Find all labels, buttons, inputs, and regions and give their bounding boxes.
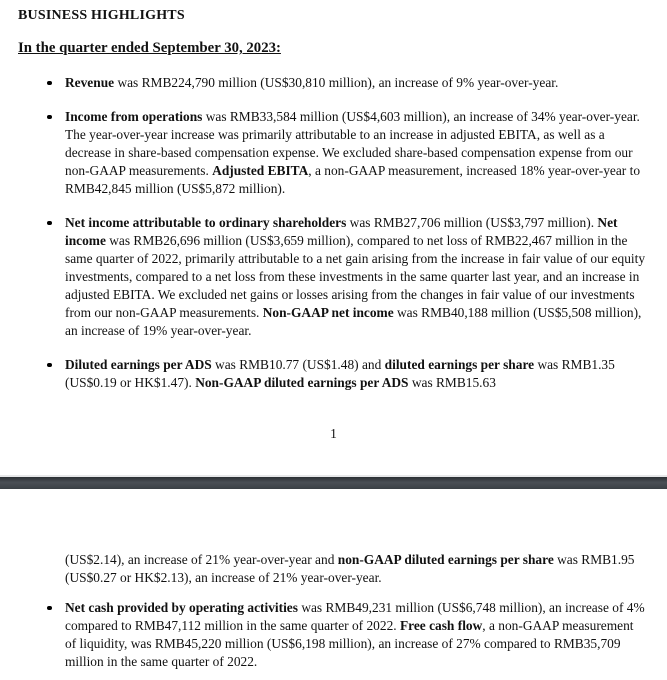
text-run: was RMB26,696 million (US$3,659 million), compared to net loss of RMB22,467 million in the same quarter of 2022, primarily attributable to a net gain arising from the increase in fair value of our equity investments, compared to a net loss from these investments in the same quarter last year, and an increase in adjusted EBITA. We excluded net gains or losses arising from the changes in fair value of our investments from our non-GAAP measurements. xyxy=(65,233,646,320)
highlights-list-page2 xyxy=(18,599,646,680)
bold-text-run: non-GAAP diluted earnings per share xyxy=(337,552,554,567)
bullet-icon xyxy=(47,81,52,86)
text-run: was RMB49,231 million (US$6,748 million), an increase of 4% compared to RMB47,112 million in the same quarter of 2022. xyxy=(65,600,645,633)
bullet-icon xyxy=(47,606,52,611)
section-heading: BUSINESS HIGHLIGHTS xyxy=(18,8,185,23)
bold-text-run: Free cash flow xyxy=(399,618,483,633)
bold-text-run: Non-GAAP net income xyxy=(262,305,394,320)
text-run: was RMB10.77 (US$1.48) and xyxy=(211,357,385,372)
text-run: (US$2.14), an increase of 21% year-over-year and xyxy=(65,552,338,567)
bold-text-run: Net income xyxy=(65,215,618,248)
bullet-icon xyxy=(47,115,52,120)
text-run: , a non-GAAP measurement of liquidity, was RMB45,220 million (US$6,198 million), an increase of 27% compared to RMB35,709 million in the same quarter of 2022. xyxy=(65,618,634,669)
bold-text-run: Net income attributable to ordinary shareholders xyxy=(65,215,347,230)
bold-text-run: diluted earnings per share xyxy=(384,357,535,372)
highlights-list-page1 xyxy=(18,74,646,408)
text-run: was RMB1.95 (US$0.27 or HK$2.13), an increase of 21% year-over-year. xyxy=(65,552,635,585)
text-run: was RMB1.35 (US$0.19 or HK$1.47). xyxy=(65,357,615,390)
text-run: was RMB27,706 million (US$3,797 million). xyxy=(346,215,598,230)
bold-text-run: Income from operations xyxy=(65,109,203,124)
bold-text-run: Net cash provided by operating activities xyxy=(65,600,298,615)
period-subheading: In the quarter ended September 30, 2023: xyxy=(18,40,281,56)
text-run: was RMB224,790 million (US$30,810 million), an increase of 9% year-over-year. xyxy=(114,75,559,90)
text-run: was RMB15.63 xyxy=(408,375,496,390)
bullet-item xyxy=(18,599,646,671)
bold-text-run: Non-GAAP diluted earnings per ADS xyxy=(195,375,409,390)
bullet-item xyxy=(18,214,646,340)
page-separator xyxy=(0,475,667,489)
text-run: was RMB33,584 million (US$4,603 million), an increase of 34% year-over-year. The year-over-year increase was primarily attributable to an increase in adjusted EBITA, as well as a decrease in share-based compensation expense. We excluded share-based compensation expense from our non-GAAP measurements. xyxy=(65,109,640,178)
page-number: 1 xyxy=(330,426,337,441)
text-run: , a non-GAAP measurement, increased 18% year-over-year to RMB42,845 million (US$5,872 million). xyxy=(65,163,641,196)
bullet-item xyxy=(18,108,646,198)
bullet-item xyxy=(18,356,646,392)
bullet-item xyxy=(18,74,646,92)
bullet-icon xyxy=(47,221,52,226)
continuation-paragraph xyxy=(65,551,646,587)
bold-text-run: Diluted earnings per ADS xyxy=(65,357,212,372)
bullet-icon xyxy=(47,363,52,368)
bold-text-run: Revenue xyxy=(65,75,115,90)
bold-text-run: Adjusted EBITA xyxy=(212,163,309,178)
text-run: was RMB40,188 million (US$5,508 million), an increase of 19% year-over-year. xyxy=(65,305,642,338)
